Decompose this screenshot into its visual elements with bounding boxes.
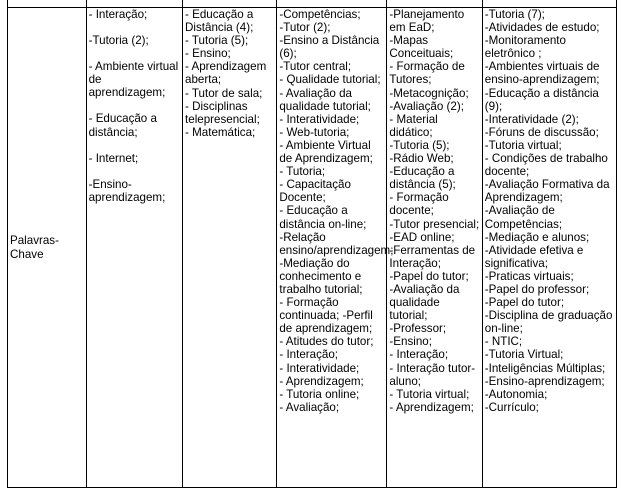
cell	[277, 0, 387, 8]
cell	[183, 0, 277, 8]
row-label: Palavras-Chave	[8, 8, 87, 488]
keyword: - Ambiente Virtual de Aprendizagem;	[279, 138, 373, 166]
keyword: -Professor;	[389, 322, 447, 336]
keyword: - Avaliação da qualidade tutorial;	[279, 86, 371, 113]
keyword: -Tutoria (5);	[389, 138, 450, 152]
keyword: -Papel do tutor;	[484, 296, 565, 310]
keyword: -Avaliação de Competências;	[484, 204, 563, 231]
keyword: - Atitudes do tutor;	[279, 335, 374, 349]
keyword: - Qualidade tutorial;	[279, 73, 381, 87]
keyword: -Mediação do conhecimento e trabalho tutorial;	[279, 256, 363, 296]
keyword: - Avaliação;	[279, 400, 340, 414]
keyword: - Tutor de sala;	[185, 86, 263, 100]
keyword: -Inteligências Múltiplas;	[484, 361, 606, 375]
keywords-cell-5	[482, 8, 616, 488]
keyword: -Ensino a Distância (6);	[279, 34, 380, 61]
keyword: -Papel do tutor;	[389, 269, 469, 283]
keyword: -Currículo;	[484, 400, 539, 414]
keyword: - Tutoria (5);	[185, 34, 249, 48]
keyword: -Ambientes virtuais de ensino-aprendizagem;	[484, 60, 600, 87]
keyword: - Educação a Distância (4);	[185, 8, 254, 35]
keyword: -Rádio Web;	[389, 152, 454, 166]
keyword: -Ensino-aprendizagem;	[484, 374, 605, 388]
keyword: -Tutoria (7);	[484, 8, 545, 21]
cell	[387, 0, 482, 8]
keyword: - Interação;	[279, 348, 339, 362]
keyword: - Capacitação Docente;	[279, 178, 351, 205]
keyword: -Tutor presencial;	[389, 217, 480, 231]
keyword: -Avaliação da qualidade tutorial;	[389, 282, 460, 323]
keyword: - Aprendizagem;	[389, 400, 474, 414]
keywords-row	[8, 8, 617, 488]
keyword: -EAD online;	[389, 230, 455, 244]
keyword: - Interatividade;	[279, 112, 360, 126]
keyword: - NTIC;	[484, 335, 523, 349]
keyword: -Ensino-aprendizagem;	[88, 177, 166, 204]
keyword: - Educação a distância;	[88, 112, 157, 139]
keyword: - Interação;	[88, 8, 148, 21]
keyword: -Competências;	[279, 8, 361, 21]
keyword: -Praticas virtuais;	[484, 269, 574, 283]
cell	[8, 0, 87, 8]
keyword: - Interatividade;	[279, 361, 360, 375]
keyword: -Autonomia;	[484, 387, 548, 401]
keyword: -Papel do professor;	[484, 282, 590, 296]
keyword: - Matemática;	[185, 125, 256, 139]
keyword: - Ambiente virtual de aprendizagem;	[88, 60, 179, 100]
keyword: -Tutor (2);	[279, 21, 331, 35]
keyword: -Atividades de estudo;	[484, 21, 600, 35]
keyword: -Ensino;	[389, 335, 432, 349]
previous-row-remnant	[8, 0, 617, 8]
keyword: - Internet;	[88, 151, 139, 165]
keyword: - Formação docente;	[389, 191, 449, 218]
keyword: - Disciplinas telepresencial;	[185, 99, 260, 126]
keyword: -Avaliação (2);	[389, 99, 464, 113]
keyword: -Tutor central;	[279, 60, 352, 74]
keyword: - Formação de Tutores;	[389, 60, 465, 87]
keywords-cell-3	[277, 8, 394, 488]
keyword: -Disciplina de graduação on-line;	[484, 309, 613, 336]
keyword: - Aprendizagem aberta;	[185, 60, 267, 87]
keyword: - Web-tutoria;	[279, 125, 350, 139]
keyword: - Educação a distância on-line;	[279, 204, 367, 231]
keyword: - Condições de trabalho docente;	[484, 152, 608, 179]
keyword: - Tutoria;	[279, 165, 326, 179]
keywords-cell-4	[387, 8, 482, 488]
keyword: -Planejamento em EaD;	[389, 8, 465, 35]
keyword: - Tutoria online;	[279, 387, 360, 401]
keyword: -Relação ensino/aprendizagem;	[279, 230, 394, 257]
keyword: -Educação a distância (5);	[389, 165, 456, 192]
keyword: -Tutoria (2);	[88, 34, 149, 48]
keyword: - Ensino;	[185, 47, 231, 61]
keyword: -Educação a distância (9);	[484, 86, 599, 113]
keyword: -Avaliação Formativa da Aprendizagem;	[484, 178, 610, 205]
keyword: -Mediação e alunos;	[484, 230, 590, 244]
keywords-table	[7, 0, 617, 488]
keyword: -Ferramentas de Interação;	[389, 243, 476, 270]
keyword: - Aprendizagem;	[279, 374, 364, 388]
keyword: -Fóruns de discussão;	[484, 125, 599, 139]
keyword: - Interação tutor-aluno;	[389, 361, 476, 388]
keyword: - Formação continuada; -Perfil de aprendizagem;	[279, 296, 373, 336]
keyword: - Tutoria virtual;	[389, 387, 470, 401]
keywords-cell-1	[86, 8, 182, 488]
keyword: -Tutoria virtual;	[484, 138, 562, 152]
keyword: - Interação;	[389, 348, 449, 362]
keyword: -Mapas Conceituais;	[389, 34, 454, 61]
keyword: -Metacognição;	[389, 86, 469, 100]
keyword: -Tutoria Virtual;	[484, 348, 564, 362]
keyword: -Monitoramento eletrônico ;	[484, 34, 566, 61]
keyword: - Material didático;	[389, 112, 438, 139]
keywords-cell-2	[183, 8, 277, 488]
cell	[482, 0, 616, 8]
keyword: -Interatividade (2);	[484, 112, 579, 126]
keyword: -Atividade efetiva e significativa;	[484, 243, 584, 270]
cell	[86, 0, 182, 8]
